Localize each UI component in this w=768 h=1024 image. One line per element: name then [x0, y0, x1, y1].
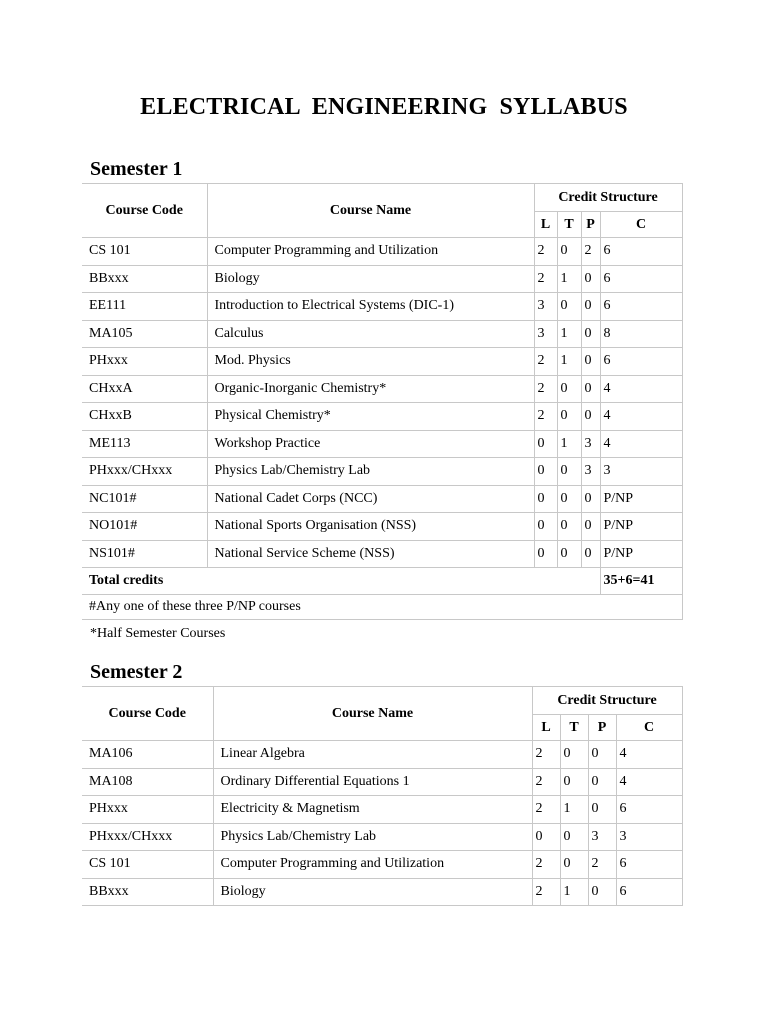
c-cell: 4: [600, 403, 682, 431]
semester-1-heading: Semester 1: [90, 158, 183, 180]
table-row: [82, 293, 682, 321]
header-l: L: [532, 715, 560, 741]
table-row: [82, 403, 682, 431]
l-cell: 3: [534, 320, 557, 348]
c-cell: 4: [616, 741, 682, 769]
p-cell: 0: [588, 878, 616, 906]
page-title: ELECTRICAL ENGINEERING SYLLABUS: [140, 94, 628, 120]
course-code-cell: CS 101: [82, 238, 207, 266]
p-cell: 0: [581, 513, 600, 541]
header-course-name: Course Name: [207, 184, 534, 238]
c-cell: 3: [600, 458, 682, 486]
table-row: [82, 741, 682, 769]
header-t: T: [557, 212, 581, 238]
c-cell: 6: [616, 851, 682, 879]
course-code-cell: PHxxx: [82, 796, 213, 824]
p-cell: 0: [588, 741, 616, 769]
course-code-cell: PHxxx/CHxxx: [82, 823, 213, 851]
l-cell: 0: [532, 823, 560, 851]
semester-1-table: [82, 183, 683, 620]
course-name-cell: Electricity & Magnetism: [213, 796, 532, 824]
t-cell: 0: [557, 540, 581, 568]
c-cell: P/NP: [600, 540, 682, 568]
header-t: T: [560, 715, 588, 741]
course-code-cell: CS 101: [82, 851, 213, 879]
course-name-cell: Workshop Practice: [207, 430, 534, 458]
course-name-cell: Computer Programming and Utilization: [207, 238, 534, 266]
course-code-cell: BBxxx: [82, 265, 207, 293]
course-name-cell: National Sports Organisation (NSS): [207, 513, 534, 541]
course-name-cell: National Cadet Corps (NCC): [207, 485, 534, 513]
t-cell: 0: [557, 375, 581, 403]
table-row: [82, 320, 682, 348]
c-cell: 3: [616, 823, 682, 851]
table-row: [82, 348, 682, 376]
l-cell: 2: [532, 878, 560, 906]
c-cell: 6: [616, 796, 682, 824]
p-cell: 0: [581, 265, 600, 293]
l-cell: 2: [532, 741, 560, 769]
semester-2-table: [82, 686, 683, 906]
course-code-cell: NO101#: [82, 513, 207, 541]
semester-2-heading: Semester 2: [90, 661, 183, 683]
c-cell: 6: [600, 238, 682, 266]
p-cell: 0: [581, 320, 600, 348]
course-code-cell: BBxxx: [82, 878, 213, 906]
course-name-cell: Physics Lab/Chemistry Lab: [207, 458, 534, 486]
t-cell: 1: [557, 265, 581, 293]
total-credits-value: 35+6=41: [600, 568, 682, 595]
table-row: [82, 540, 682, 568]
course-name-cell: Mod. Physics: [207, 348, 534, 376]
header-p: P: [588, 715, 616, 741]
header-course-name: Course Name: [213, 687, 532, 741]
l-cell: 0: [534, 458, 557, 486]
p-cell: 0: [581, 540, 600, 568]
p-cell: 0: [581, 485, 600, 513]
header-course-code: Course Code: [82, 184, 207, 238]
t-cell: 0: [557, 513, 581, 541]
course-code-cell: ME113: [82, 430, 207, 458]
l-cell: 2: [532, 796, 560, 824]
p-cell: 0: [588, 768, 616, 796]
l-cell: 0: [534, 540, 557, 568]
c-cell: 4: [616, 768, 682, 796]
header-credit-structure: Credit Structure: [534, 184, 682, 212]
c-cell: 6: [616, 878, 682, 906]
table-row: [82, 265, 682, 293]
pnp-note: #Any one of these three P/NP courses: [82, 595, 682, 620]
p-cell: 2: [588, 851, 616, 879]
c-cell: 8: [600, 320, 682, 348]
table-row: [82, 430, 682, 458]
course-code-cell: NC101#: [82, 485, 207, 513]
t-cell: 0: [560, 768, 588, 796]
p-cell: 0: [581, 348, 600, 376]
p-cell: 0: [588, 796, 616, 824]
total-credits-label: Total credits: [82, 568, 600, 595]
header-l: L: [534, 212, 557, 238]
t-cell: 1: [557, 348, 581, 376]
p-cell: 3: [588, 823, 616, 851]
course-code-cell: MA108: [82, 768, 213, 796]
course-name-cell: Introduction to Electrical Systems (DIC-1): [207, 293, 534, 321]
t-cell: 0: [560, 851, 588, 879]
course-code-cell: CHxxB: [82, 403, 207, 431]
l-cell: 3: [534, 293, 557, 321]
course-code-cell: PHxxx/CHxxx: [82, 458, 207, 486]
c-cell: 4: [600, 430, 682, 458]
p-cell: 0: [581, 375, 600, 403]
l-cell: 2: [532, 768, 560, 796]
l-cell: 2: [532, 851, 560, 879]
t-cell: 0: [557, 458, 581, 486]
c-cell: P/NP: [600, 513, 682, 541]
t-cell: 0: [557, 403, 581, 431]
course-name-cell: Physics Lab/Chemistry Lab: [213, 823, 532, 851]
t-cell: 0: [557, 238, 581, 266]
table-row: [82, 823, 682, 851]
course-code-cell: PHxxx: [82, 348, 207, 376]
course-code-cell: EE111: [82, 293, 207, 321]
course-name-cell: Computer Programming and Utilization: [213, 851, 532, 879]
course-code-cell: CHxxA: [82, 375, 207, 403]
course-code-cell: MA106: [82, 741, 213, 769]
course-name-cell: Biology: [213, 878, 532, 906]
c-cell: 4: [600, 375, 682, 403]
course-name-cell: National Service Scheme (NSS): [207, 540, 534, 568]
course-name-cell: Biology: [207, 265, 534, 293]
t-cell: 1: [560, 878, 588, 906]
course-code-cell: NS101#: [82, 540, 207, 568]
t-cell: 1: [557, 430, 581, 458]
header-course-code: Course Code: [82, 687, 213, 741]
c-cell: P/NP: [600, 485, 682, 513]
l-cell: 2: [534, 265, 557, 293]
l-cell: 0: [534, 513, 557, 541]
table-row: [82, 458, 682, 486]
header-credit-structure: Credit Structure: [532, 687, 682, 715]
course-name-cell: Calculus: [207, 320, 534, 348]
t-cell: 0: [560, 741, 588, 769]
t-cell: 0: [557, 293, 581, 321]
course-code-cell: MA105: [82, 320, 207, 348]
l-cell: 2: [534, 348, 557, 376]
table-row: [82, 238, 682, 266]
header-c: C: [616, 715, 682, 741]
t-cell: 0: [557, 485, 581, 513]
p-cell: 3: [581, 458, 600, 486]
table-row: [82, 851, 682, 879]
table-row: [82, 878, 682, 906]
c-cell: 6: [600, 293, 682, 321]
course-name-cell: Ordinary Differential Equations 1: [213, 768, 532, 796]
table-row: [82, 768, 682, 796]
p-cell: 0: [581, 293, 600, 321]
p-cell: 3: [581, 430, 600, 458]
table-row: [82, 796, 682, 824]
course-name-cell: Organic-Inorganic Chemistry*: [207, 375, 534, 403]
t-cell: 0: [560, 823, 588, 851]
course-name-cell: Physical Chemistry*: [207, 403, 534, 431]
p-cell: 0: [581, 403, 600, 431]
course-name-cell: Linear Algebra: [213, 741, 532, 769]
l-cell: 2: [534, 375, 557, 403]
header-p: P: [581, 212, 600, 238]
half-semester-note: *Half Semester Courses: [90, 626, 226, 641]
l-cell: 2: [534, 238, 557, 266]
l-cell: 0: [534, 485, 557, 513]
t-cell: 1: [557, 320, 581, 348]
l-cell: 2: [534, 403, 557, 431]
table-row: [82, 513, 682, 541]
p-cell: 2: [581, 238, 600, 266]
c-cell: 6: [600, 265, 682, 293]
table-row: [82, 375, 682, 403]
table-row: [82, 485, 682, 513]
c-cell: 6: [600, 348, 682, 376]
l-cell: 0: [534, 430, 557, 458]
t-cell: 1: [560, 796, 588, 824]
header-c: C: [600, 212, 682, 238]
